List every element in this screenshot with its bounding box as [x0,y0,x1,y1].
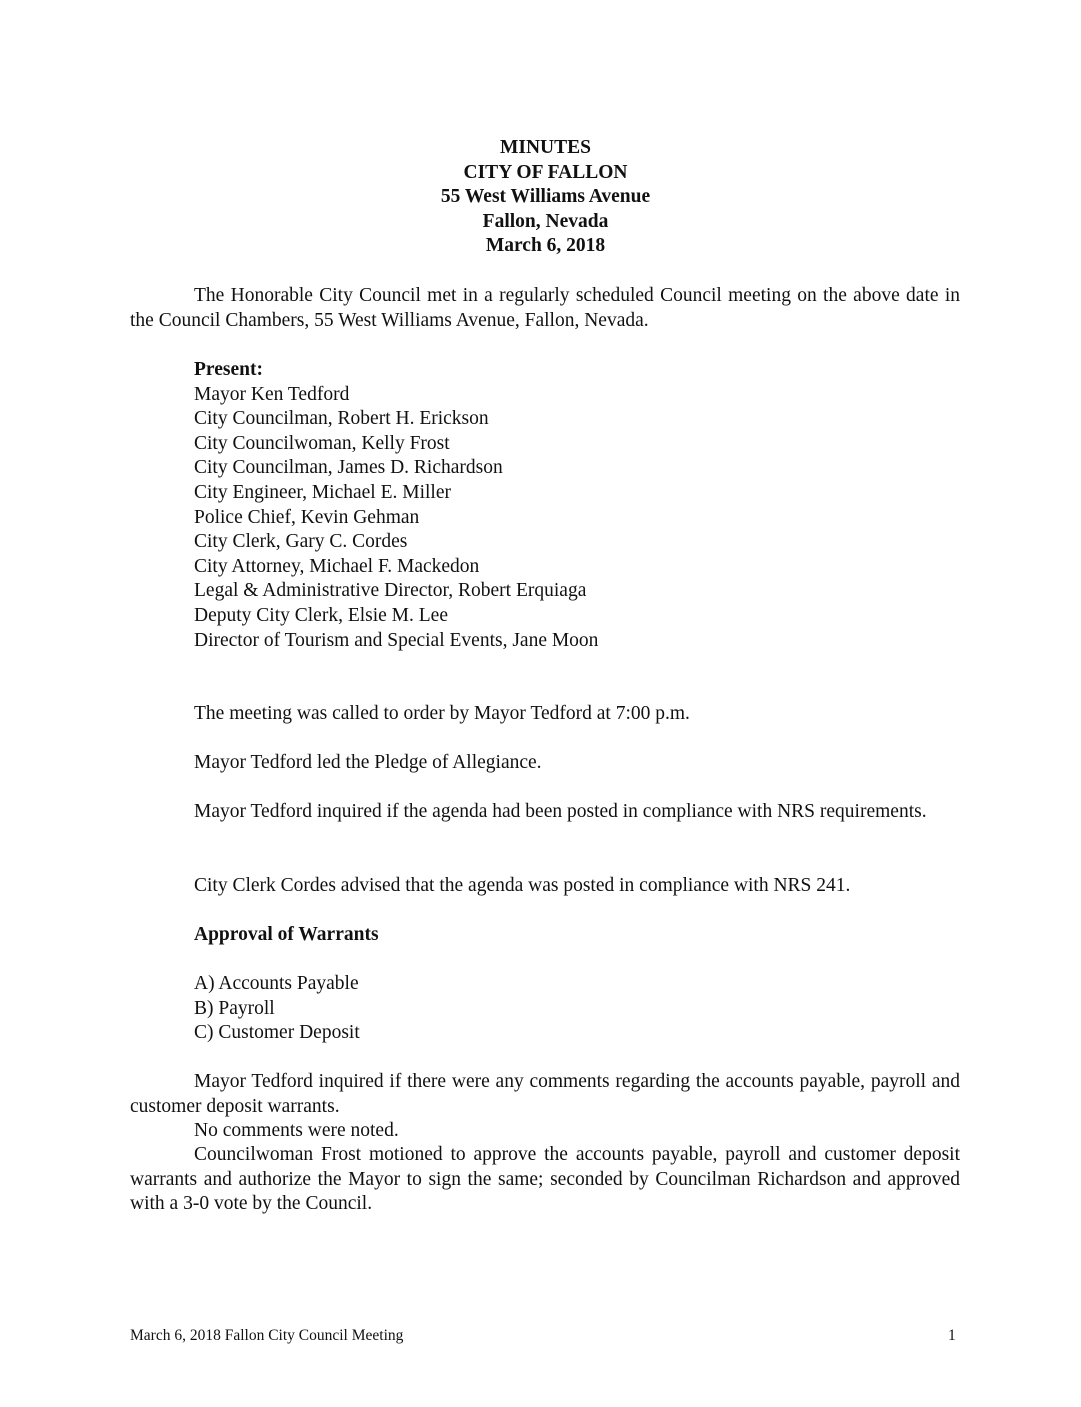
warrant-item: C) Customer Deposit [194,1022,360,1044]
warrants-motion-paragraph: Councilwoman Frost motioned to approve the accounts payable, payroll and customer deposit warrants and authorize the Mayor to sign the same; seconded by Councilman Richardson and approved with a 3-0 vote by the Council. [130,1144,960,1215]
warrants-list [194,972,694,1046]
intro-paragraph: The Honorable City Council met in a regularly scheduled Council meeting on the above date in the Council Chambers, 55 West Williams Avenue, Fallon, Nevada. [130,285,960,331]
present-heading: Present: [194,359,263,380]
present-member: City Clerk, Gary C. Cordes [194,531,408,553]
footer-meeting-label: March 6, 2018 Fallon City Council Meeting [130,1327,404,1344]
present-member: City Councilman, Robert H. Erickson [194,408,489,430]
header-title: MINUTES [499,137,592,158]
no-comments-line: No comments were noted. [194,1120,399,1141]
document-header [0,136,1081,259]
warrants-inquiry-paragraph: Mayor Tedford inquired if there were any comments regarding the accounts payable, payroll and customer deposit warrants. [130,1071,960,1117]
agenda-response-paragraph: City Clerk Cordes advised that the agenda was posted in compliance with NRS 241. [194,875,851,896]
present-member: Director of Tourism and Special Events, Jane Moon [194,629,599,651]
present-member: Mayor Ken Tedford [194,383,350,405]
footer-page-number: 1 [948,1327,956,1344]
present-member: City Attorney, Michael F. Mackedon [194,555,480,577]
header-date: March 6, 2018 [485,235,606,257]
warrant-item: A) Accounts Payable [194,973,359,994]
call-to-order-paragraph: The meeting was called to order by Mayor Tedford at 7:00 p.m. [194,703,690,724]
pledge-paragraph: Mayor Tedford led the Pledge of Allegiance. [194,752,542,773]
header-address: 55 West Williams Avenue [440,186,651,208]
present-member: City Councilwoman, Kelly Frost [194,432,450,454]
present-member: Legal & Administrative Director, Robert Erquiaga [194,580,587,602]
present-member: City Councilman, James D. Richardson [194,457,503,479]
present-member: City Engineer, Michael E. Miller [194,481,451,503]
warrant-item: B) Payroll [194,997,275,1019]
header-location: Fallon, Nevada [482,210,609,232]
present-member: Police Chief, Kevin Gehman [194,506,420,528]
warrants-heading: Approval of Warrants [194,924,379,945]
present-section [194,358,894,653]
present-member: Deputy City Clerk, Elsie M. Lee [194,604,448,626]
agenda-inquiry-paragraph: Mayor Tedford inquired if the agenda had been posted in compliance with NRS requirements. [194,801,927,822]
header-city: CITY OF FALLON [463,161,628,183]
